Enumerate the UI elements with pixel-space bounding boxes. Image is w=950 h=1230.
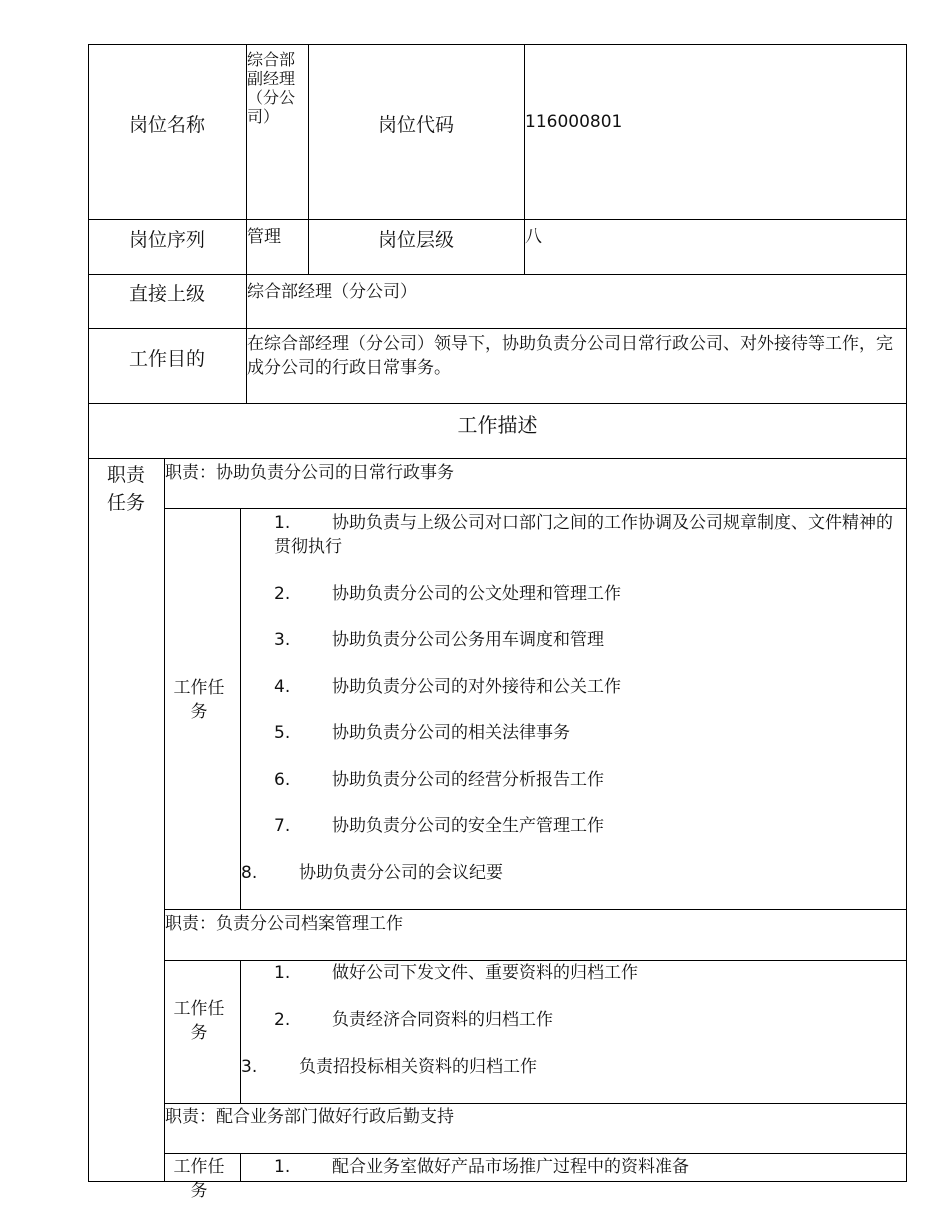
task-text: 协助负责分公司的相关法律事务 [332,723,570,743]
task-number: 6. [274,770,291,790]
task-label: 工作任务 [173,1157,225,1201]
task-item [274,628,604,652]
task-number: 1. [274,963,291,983]
duty-title: 职责：配合业务部门做好行政后勤支持 [165,1107,454,1127]
task-number: 2. [274,1010,291,1030]
task-number: 2. [274,584,291,604]
purpose-label: 工作目的 [128,348,205,370]
superior-label: 直接上级 [128,283,205,305]
task-text: 协助负责分公司的安全生产管理工作 [332,816,604,836]
task-number: 1. [274,513,291,533]
task-label: 工作任务 [173,999,225,1043]
task-item [274,961,638,985]
task-item [274,1008,553,1032]
task-text: 协助负责分公司公务用车调度和管理 [332,630,604,650]
section-title: 工作描述 [457,413,538,437]
duty-title: 职责：负责分公司档案管理工作 [165,914,403,934]
task-item [274,582,621,606]
task-label: 工作任务 [173,678,225,722]
task-number: 3. [274,630,291,650]
sequence-value: 管理 [247,227,281,247]
task-label-clip [165,1154,240,1201]
task-text: 负责招投标相关资料的归档工作 [299,1057,537,1077]
task-item [274,721,570,745]
task-text: 协助负责与上级公司对口部门之间的工作协调及公司规章制度、文件精神的贯彻执行 [274,513,893,557]
task-item [241,1055,537,1079]
task-text: 做好公司下发文件、重要资料的归档工作 [332,963,638,983]
task-text: 协助负责分公司的会议纪要 [299,863,503,883]
task-number: 5. [274,723,291,743]
position-code-value: 116000801 [525,112,623,132]
purpose-value: 在综合部经理（分公司）领导下，协助负责分公司日常行政公司、对外接待等工作，完成分公司的行政日常事务。 [247,334,893,378]
position-name-value: 综合部副经理（分公司） [247,50,296,126]
level-value: 八 [525,227,542,247]
task-number: 1. [274,1157,291,1177]
task-item [274,768,604,792]
task-item [274,814,604,838]
sequence-label: 岗位序列 [128,229,205,251]
task-item [274,675,621,699]
task-number: 3. [241,1057,258,1077]
task-text: 协助负责分公司的公文处理和管理工作 [332,584,621,604]
task-item [274,511,899,559]
duty-section-label: 职责任务 [106,464,145,514]
task-item [241,861,503,885]
superior-value: 综合部经理（分公司） [247,282,417,302]
level-label: 岗位层级 [377,229,454,251]
task-number: 4. [274,677,291,697]
task-text: 负责经济合同资料的归档工作 [332,1010,553,1030]
task-text: 协助负责分公司的经营分析报告工作 [332,770,604,790]
task-item [274,1155,689,1179]
duty-title: 职责：协助负责分公司的日常行政事务 [165,463,454,483]
task-text: 配合业务室做好产品市场推广过程中的资料准备 [332,1157,689,1177]
task-number: 8. [241,863,258,883]
task-text: 协助负责分公司的对外接待和公关工作 [332,677,621,697]
position-code-label: 岗位代码 [377,114,454,136]
task-number: 7. [274,816,291,836]
position-name-label: 岗位名称 [128,114,205,136]
